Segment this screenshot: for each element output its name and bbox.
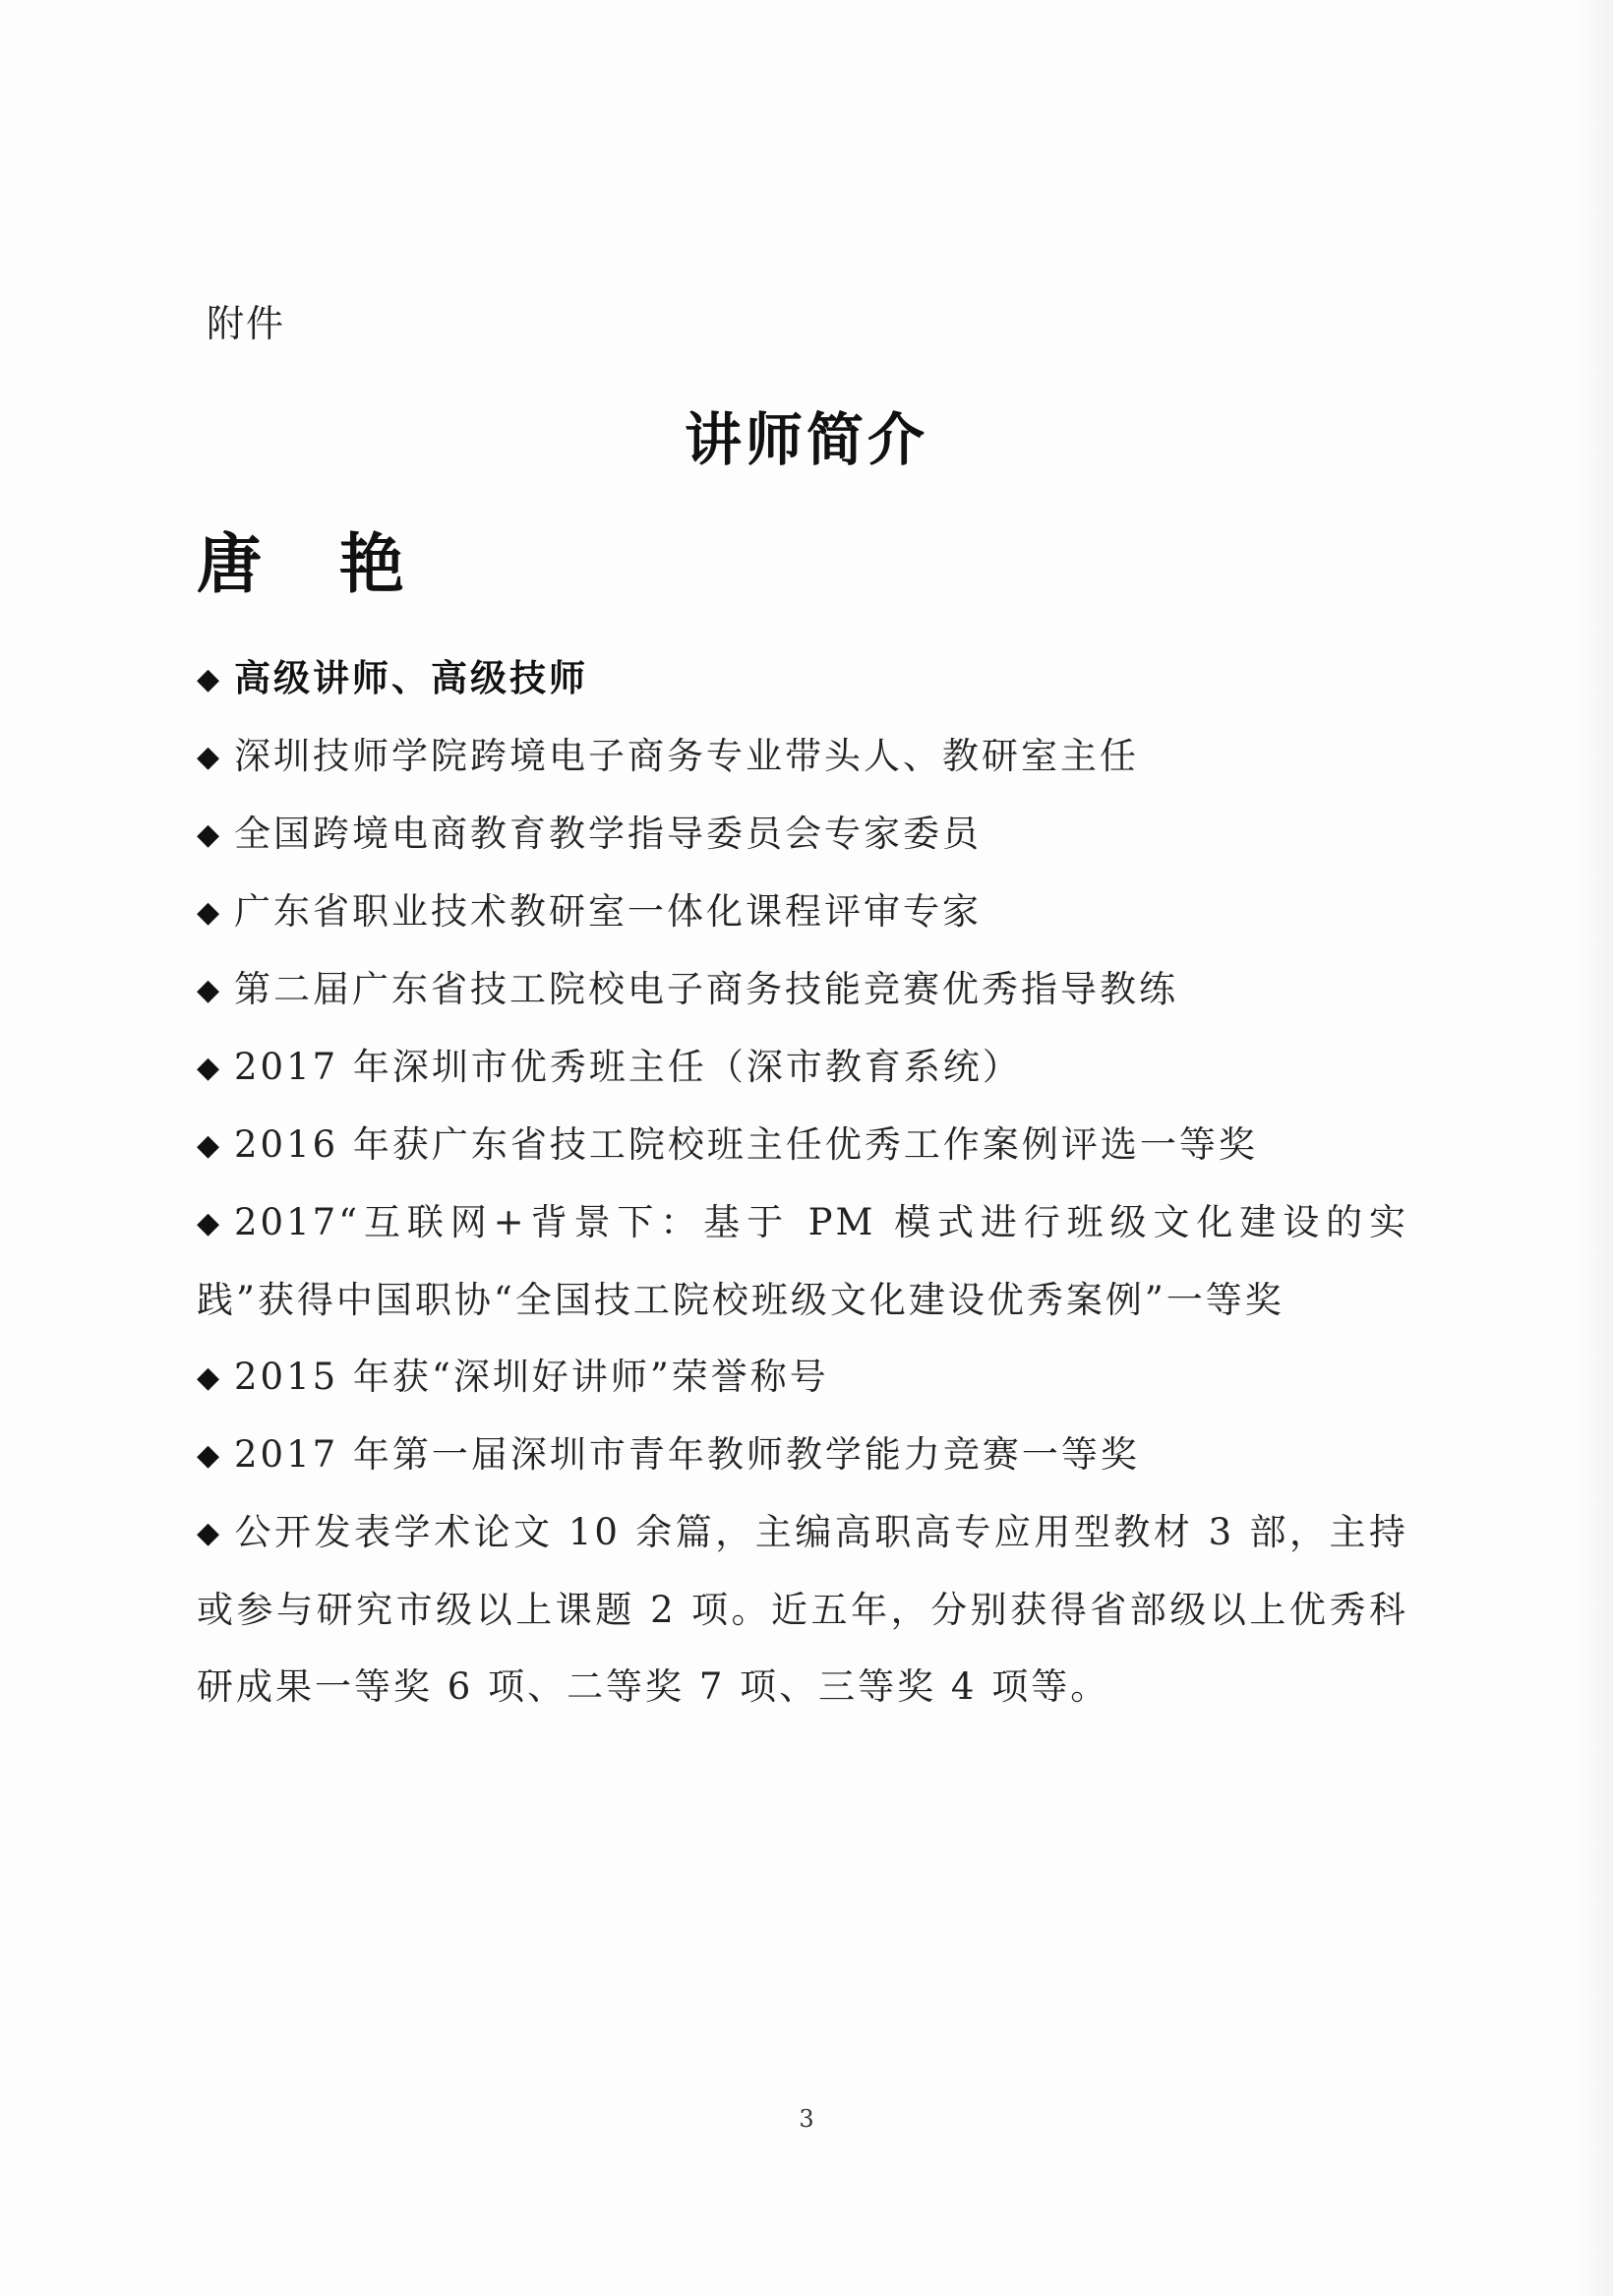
list-item-text: 广东省职业技术教研室一体化课程评审专家 xyxy=(234,890,982,933)
list-item xyxy=(197,1494,1408,1725)
diamond-bullet-icon: ◆ xyxy=(197,895,223,930)
list-item-text: 第二届广东省技工院校电子商务技能竞赛优秀指导教练 xyxy=(234,968,1178,1010)
diamond-bullet-icon: ◆ xyxy=(197,1438,223,1473)
list-item-text: 2017 年深圳市优秀班主任（深市教育系统） xyxy=(234,1046,1022,1088)
diamond-bullet-icon: ◆ xyxy=(197,1516,223,1550)
list-item-text: 高级讲师、高级技师 xyxy=(234,656,588,699)
list-item-text: 2017 年第一届深圳市青年教师教学能力竞赛一等奖 xyxy=(234,1433,1140,1476)
list-item xyxy=(197,1417,1408,1494)
list-item xyxy=(197,1107,1408,1184)
list-item-text: 2017“互联网+背景下：基于 PM 模式进行班级文化建设的实践”获得中国职协“全国技工院校班级文化建设优秀案例”一等奖 xyxy=(197,1201,1408,1321)
list-item-text: 全国跨境电商教育教学指导委员会专家委员 xyxy=(234,813,982,855)
attachment-label: 附件 xyxy=(207,302,286,345)
lecturer-name: 唐 艳 xyxy=(197,525,432,602)
list-item xyxy=(197,951,1408,1029)
list-item xyxy=(197,1029,1408,1107)
page-title: 讲师简介 xyxy=(684,406,928,473)
list-item xyxy=(197,1184,1408,1339)
diamond-bullet-icon: ◆ xyxy=(197,1051,223,1085)
diamond-bullet-icon: ◆ xyxy=(197,817,223,852)
page-number: 3 xyxy=(799,2105,814,2133)
list-item-text: 2016 年获广东省技工院校班主任优秀工作案例评选一等奖 xyxy=(234,1123,1258,1166)
list-item-text: 公开发表学术论文 10 余篇，主编高职高专应用型教材 3 部，主持或参与研究市级以上课题 2 项。近五年，分别获得省部级以上优秀科研成果一等奖 6 项、二等奖 7 项、三等奖 4 项等。 xyxy=(197,1511,1408,1708)
scan-edge-shading xyxy=(1574,0,1613,2296)
list-item xyxy=(197,796,1408,874)
credentials-list xyxy=(197,639,1408,1725)
diamond-bullet-icon: ◆ xyxy=(197,740,223,774)
diamond-bullet-icon: ◆ xyxy=(197,1360,223,1395)
list-item xyxy=(197,718,1408,796)
diamond-bullet-icon: ◆ xyxy=(197,1128,223,1163)
list-item xyxy=(197,874,1408,951)
list-item xyxy=(197,1339,1408,1417)
list-item-text: 深圳技师学院跨境电子商务专业带头人、教研室主任 xyxy=(234,735,1139,777)
list-item-text: 2015 年获“深圳好讲师”荣誉称号 xyxy=(234,1356,829,1398)
list-item xyxy=(197,639,1408,718)
diamond-bullet-icon: ◆ xyxy=(197,1206,223,1240)
diamond-bullet-icon: ◆ xyxy=(197,662,223,696)
diamond-bullet-icon: ◆ xyxy=(197,973,223,1007)
